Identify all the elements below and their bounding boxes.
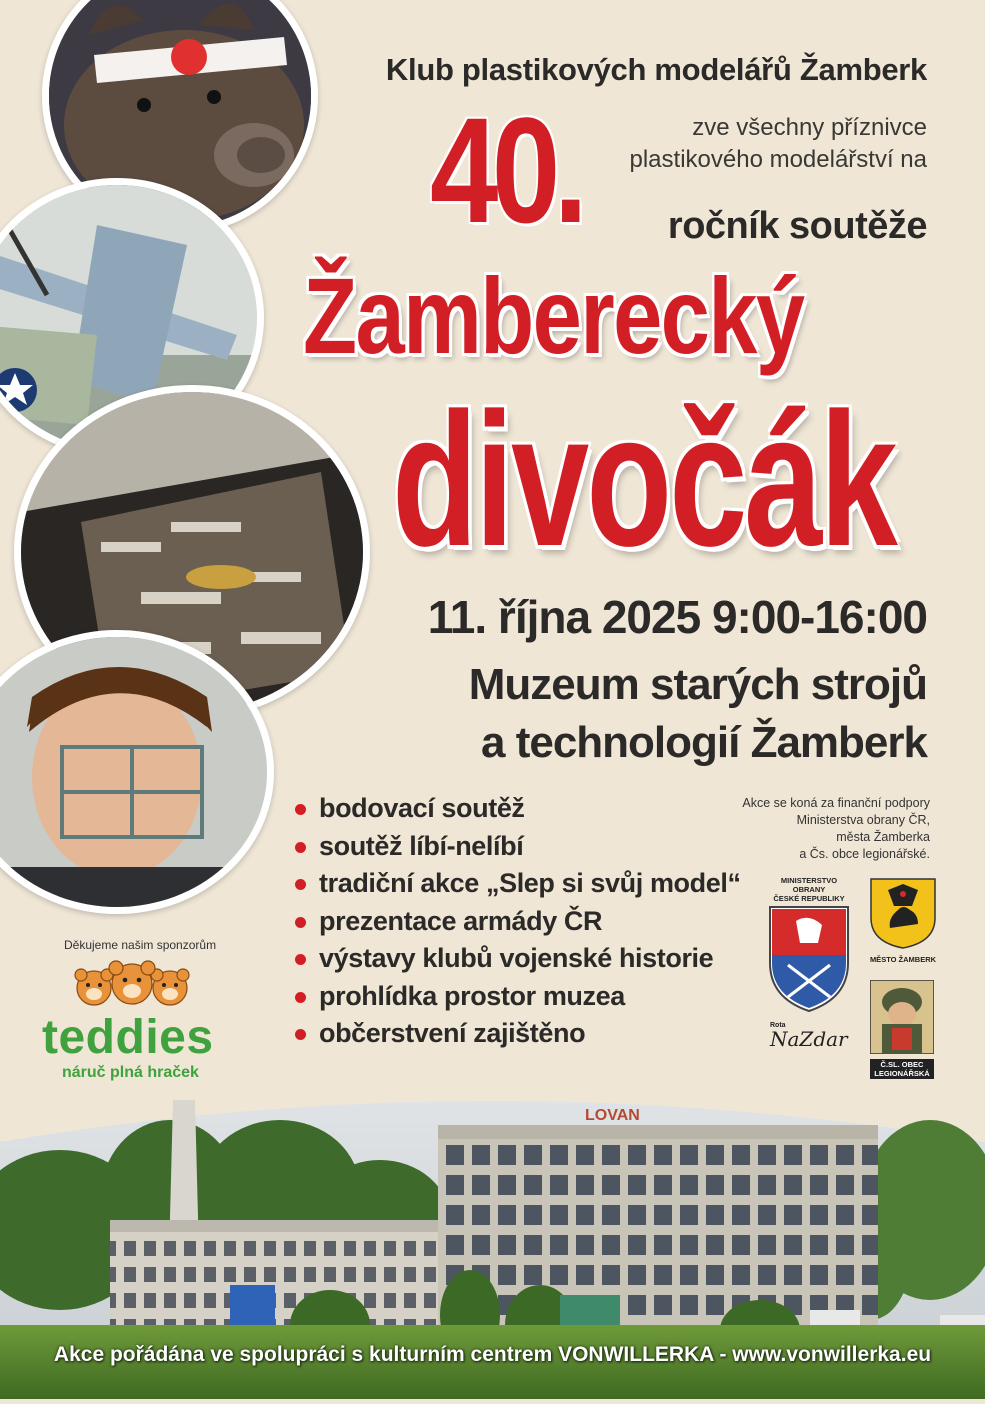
town-zamberk-logo [868, 876, 938, 964]
event-title-line-1: Žamberecký [303, 255, 804, 376]
legionnaire-icon [870, 980, 934, 1054]
ministry-shield-icon [766, 903, 852, 1013]
legion-label-2: LEGIONÁŘSKÁ [874, 1069, 930, 1078]
legion-label-1: Č.SL. OBEC [880, 1060, 924, 1069]
support-line-2: Ministerstva obrany ČR, [796, 813, 930, 827]
town-label: MĚSTO ŽAMBERK [869, 955, 937, 964]
invite-line-1: zve všechny příznivce [692, 114, 927, 141]
club-name: Klub plastikových modelářů Žamberk [385, 52, 927, 87]
event-venue [469, 656, 927, 772]
town-shield-icon [868, 876, 938, 950]
feature-item: soutěž líbí-nelíbí [295, 828, 741, 866]
event-title-line-2: divočák [392, 374, 895, 586]
support-notice [742, 795, 930, 863]
feature-item: prohlídka prostor muzea [295, 978, 741, 1016]
event-datetime: 11. října 2025 9:00-16:00 [427, 591, 927, 643]
support-line-1: Akce se koná za finanční podpory [742, 796, 930, 810]
ministry-defence-logo [766, 876, 852, 1018]
rota-small-label: Rota [770, 1022, 786, 1029]
feature-item: prezentace armády ČR [295, 903, 741, 941]
invite-text [630, 112, 928, 176]
rota-nazdar-logo [770, 1022, 852, 1051]
feature-item: tradiční akce „Slep si svůj model“ [295, 865, 741, 903]
rota-name-label: NaZdar [770, 1027, 848, 1051]
teddies-bears-icon [72, 958, 192, 1015]
edition-label: ročník soutěže [667, 205, 927, 247]
support-line-3: města Žamberka [836, 830, 930, 844]
child-icon [0, 637, 267, 907]
sponsor-tagline: náruč plná hraček [62, 1064, 199, 1081]
sponsor-logo-teddies: teddies [42, 1011, 214, 1064]
edition-number: 40. [430, 86, 582, 254]
feature-item: výstavy klubů vojenské historie [295, 940, 741, 978]
venue-line-2: a technologií Žamberk [481, 718, 927, 767]
support-line-4: a Čs. obce legionářské. [799, 847, 930, 861]
invite-line-2: plastikového modelářství na [629, 146, 927, 173]
feature-item: bodovací soutěž [295, 790, 741, 828]
feature-list [295, 790, 741, 1053]
feature-item: občerstvení zajištěno [295, 1015, 741, 1053]
legion-association-logo [870, 980, 934, 1079]
sponsor-thanks: Děkujeme našim sponzorům [64, 938, 217, 952]
ministry-label-2: ČESKÉ REPUBLIKY [773, 894, 845, 903]
ministry-label-1: MINISTERSTVO OBRANY [780, 876, 838, 894]
venue-line-1: Muzeum starých strojů [468, 660, 927, 709]
footer-organizer-note: Akce pořádána ve spolupráci s kulturním centrem VONWILLERKA - www.vonwillerka.eu [53, 1343, 932, 1366]
building-sign: LOVAN [585, 1107, 640, 1124]
